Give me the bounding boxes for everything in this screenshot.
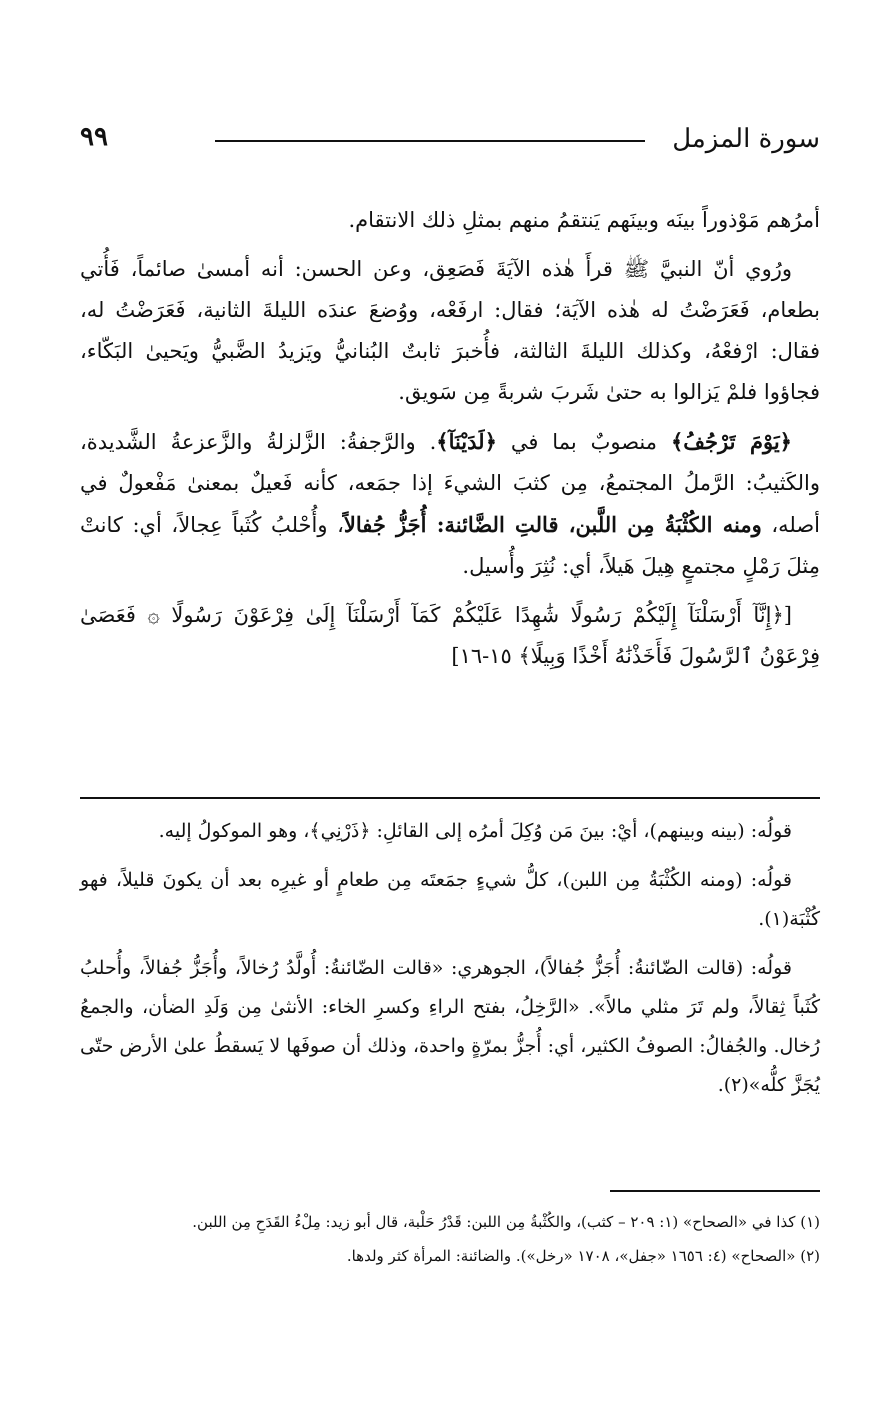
text-span: منصوبٌ بما في — [496, 430, 671, 454]
header-rule — [215, 140, 645, 142]
footnote-rule — [610, 1190, 820, 1192]
footnote-1: (١) كذا في «الصحاح» (١: ٢٠٩ – كثب)، والكُثْبةُ مِن اللبن: قَدْرُ حَلْبة، قال أبو زيد: مِلْءُ القَدَحِ مِن اللبن. — [192, 1213, 820, 1231]
footnote-2: (٢) «الصحاح» (٤: ١٦٥٦ «جفل»، ١٧٠٨ «رخل»). والضائنة: المرأة كثر ولدها. — [346, 1247, 820, 1265]
page-number: ٩٩ — [80, 122, 108, 152]
verse-quote: ﴿يَوْمَ تَرْجُفُ﴾ — [670, 429, 792, 454]
text-span: ، وأُحْلبُ كُثَباً عِجالاً، أي: كانتْ مِثلَ رَمْلٍ مجتمعٍ هِيلَ هَيلاً، أي: نُثِرَ وأُسيل. — [80, 513, 820, 578]
main-text — [80, 200, 820, 685]
note-3: قولُه: (قالت الضّائنةُ: أُجَزُّ جُفالاً)، الجوهري: «قالت الضّائنةُ: أُولَّدُ رُخالاً، وأُجَزُّ جُفالاً، وأُحلبُ كُثَباً ثِقالاً، ولم تَرَ مثلي مالاً». «الرَّخِلُ، بفتح الراءِ وكسرِ الخاء: الأنثىٰ مِن وَلَدِ الضأن، والجمعُ رُخال. والجُفالُ: الصوفُ الكثير، أي: أُجزُّ بمرّةٍ واحدة، وذلك أن صوفَها لا يَسقطُ علىٰ الأرض حتّى يُجَزَّ كلُّه»(٢). — [80, 957, 820, 1096]
running-header — [80, 118, 820, 168]
surah-title: سورة المزمل — [672, 124, 820, 154]
paragraph-1: أمرُهم مَوْذوراً بينَه وبينَهم يَنتقمُ منهم بمثلِ ذلك الانتقام. — [348, 208, 820, 232]
section-rule — [80, 797, 820, 799]
footnotes — [80, 1205, 820, 1273]
commentary-notes — [80, 812, 820, 1115]
verse-block: [﴿إِنَّآ أَرْسَلْنَآ إِلَيْكُمْ رَسُولًا شَٰهِدًا عَلَيْكُمْ كَمَآ أَرْسَلْنَآ إِلَىٰ فِرْعَوْنَ رَسُولًا ۞ فَعَصَىٰ فِرْعَوْنُ ٱلرَّسُولَ فَأَخَذْنَٰهُ أَخْذًا وَبِيلًا﴾ ١٥-١٦] — [80, 603, 820, 668]
note-1: قولُه: (بينه وبينهم)، أيْ: بينَ مَن وُكِلَ أمرُه إلى القائلِ: ﴿ذَرْنِي﴾، وهو الموكولُ إليه. — [158, 820, 792, 842]
text-span: . والرَّجفةُ: الزَّلزلةُ والزَّعزعةُ الشَّديدة، والكَثيبُ: الرَّملُ المجتمعُ، مِن كثبَ الشيءَ إذا جمَعه، كأنه فَعيلٌ بمعنىٰ مَفْعولٌ في أصله، — [80, 430, 820, 537]
paragraph-2: ورُوي أنّ النبيَّ ﷺ قرأَ هٰذه الآيَةَ فَصَعِق، وعن الحسن: أنه أمسىٰ صائماً، فَأُتي بطعام، فَعَرَضْتُ له هٰذه الآيَة؛ فقال: ارفَعْه، ووُضعَ عندَه الليلةَ الثانية، فَعَرَضْتُ له، فقال: ارْفعْهُ، وكذلك الليلةَ الثالثة، فأُخبرَ ثابتٌ البُنانيُّ ويَزيدُ الضَّبيُّ ويَحيىٰ البَكّاء، فجاؤوا فلمْ يَزالوا به حتىٰ شَربَ شربةً مِن سَويق. — [80, 257, 820, 404]
note-2: قولُه: (ومنه الكُثْبَةُ مِن اللبن)، كلُّ شيءٍ جمَعتَه مِن طعامٍ أو غيرِه بعد أن يكونَ قليلاً، فهو كُثْبَة(١). — [80, 869, 820, 930]
verse-quote: ﴿لَدَيْنَآ﴾ — [436, 429, 497, 454]
bold-phrase: ومنه الكُثْبَةُ مِن اللَّبن، قالتِ الضَّائنة: أُجَزُّ جُفالاً — [343, 512, 762, 537]
paragraph-3 — [80, 421, 820, 587]
